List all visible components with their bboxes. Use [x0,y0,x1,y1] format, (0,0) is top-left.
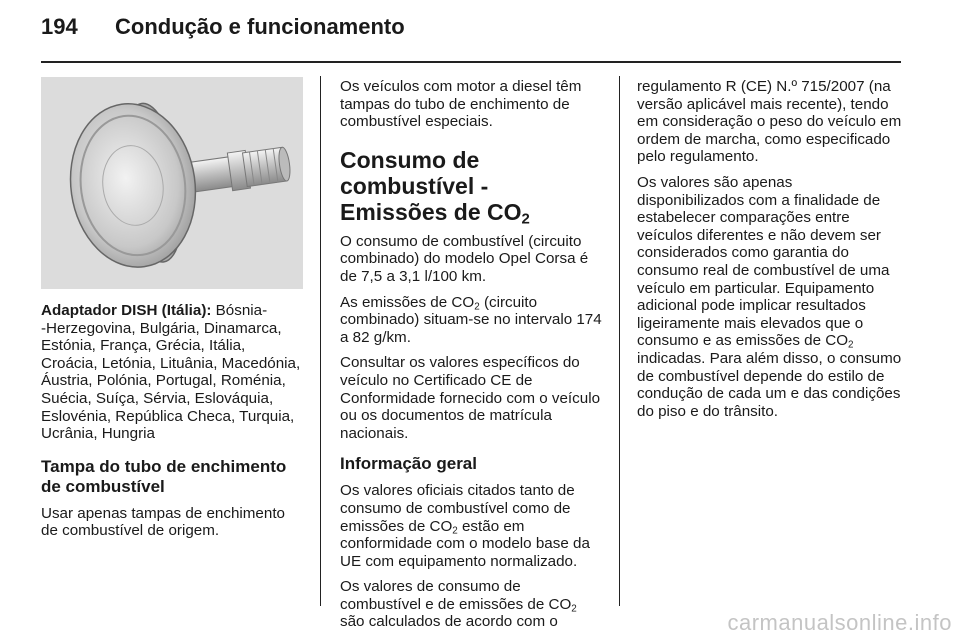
heading-fuel-consumption-text: Consumo de combustível - Emissões de CO [340,146,522,225]
column-middle [340,78,602,639]
column-divider-2 [619,76,620,606]
heading-general-info: Informação geral [340,454,477,474]
calculation-text-a: Os valores de consumo de combustível e de emissões de CO [340,578,572,613]
column-right [637,78,903,428]
heading-co2-subscript: 2 [521,210,530,228]
consumption-text: O consumo de combustível (circuito combinado) do modelo Opel Corsa é de 7,5 a 3,1 l/100 km. [340,232,589,285]
calculation-co2-subscript: 2 [571,603,577,615]
values-text-a: Os valores são apenas disponibilizados com a finalidade de estabelecer comparações entre veículos diferentes e não devem ser considerados como garantia do consumo real de combustível de uma veículo em particular. Equipamento adicional pode implicar resultados ligeiramente mais elevados que o consumo e as emissões de CO [637,173,890,350]
general-info-paragraph [340,482,602,570]
heading-filler-cap: Tampa do tubo de enchimento de combustível [41,456,287,496]
emissions-paragraph [340,294,602,347]
adapter-countries-paragraph [41,302,303,443]
fuel-filler-adapter-illustration [41,77,303,289]
calculation-text-b: são calculados de acordo com o [340,613,558,631]
calculation-paragraph [340,578,602,631]
emissions-co2-subscript: 2 [474,301,480,313]
general-info-text-a: Os valores oficiais citados tanto de consumo de combustível como de emissões de CO [340,482,575,535]
column-left [41,302,303,548]
general-co2-subscript: 2 [452,524,458,536]
emissions-text-b: (circuito combinado) situam-se no intervalo 174 a 82 g/km. [340,293,602,346]
regulation-text: regulamento R (CE) N.º 715/2007 (na versão aplicável mais recente), tendo em consideração o peso do veículo em ordem de marcha, como especificado pelo regulamento. [637,78,902,166]
column-divider-1 [320,76,321,606]
consult-text: Consultar os valores específicos do veículo no Certificado CE de Conformidade fornecido com o veículo ou os documentos de matrícula nacionais. [340,354,601,442]
page-number: 194 [41,14,78,39]
emissions-text-a: As emissões de CO [340,293,475,311]
adapter-drawing [41,77,303,289]
adapter-countries-text: Bósnia- -Herzegovina, Bulgária, Dinamarca, Estónia, França, Grécia, Itália, Croácia, Letónia, Lituânia, Macedónia, Áustria, Polónia, Portugal, Roménia, Suécia, Suíça, Sérvia, Eslováquia, Eslovénia, República Checa, Turquia, Ucrânia, Hungria [41,302,301,443]
page-title: Condução e funcionamento [115,14,405,39]
general-info-text-b: estão em conformidade com o modelo base da UE com equipamento normalizado. [340,517,590,570]
header-rule [41,61,901,63]
heading-fuel-consumption [340,146,602,228]
values-text-b: indicadas. Para além disso, o consumo de combustível depende do estilo de condução de cada um e das condições do piso e do trânsito. [637,349,902,420]
values-paragraph [637,174,903,420]
filler-cap-text: Usar apenas tampas de enchimento de combustível de origem. [41,504,285,540]
watermark: carmanualsonline.info [727,610,952,635]
values-co2-subscript: 2 [848,339,854,351]
diesel-caps-text: Os veículos com motor a diesel têm tampas do tubo de enchimento de combustível especiais. [340,78,582,131]
adapter-label: Adaptador DISH (Itália): [41,302,212,319]
